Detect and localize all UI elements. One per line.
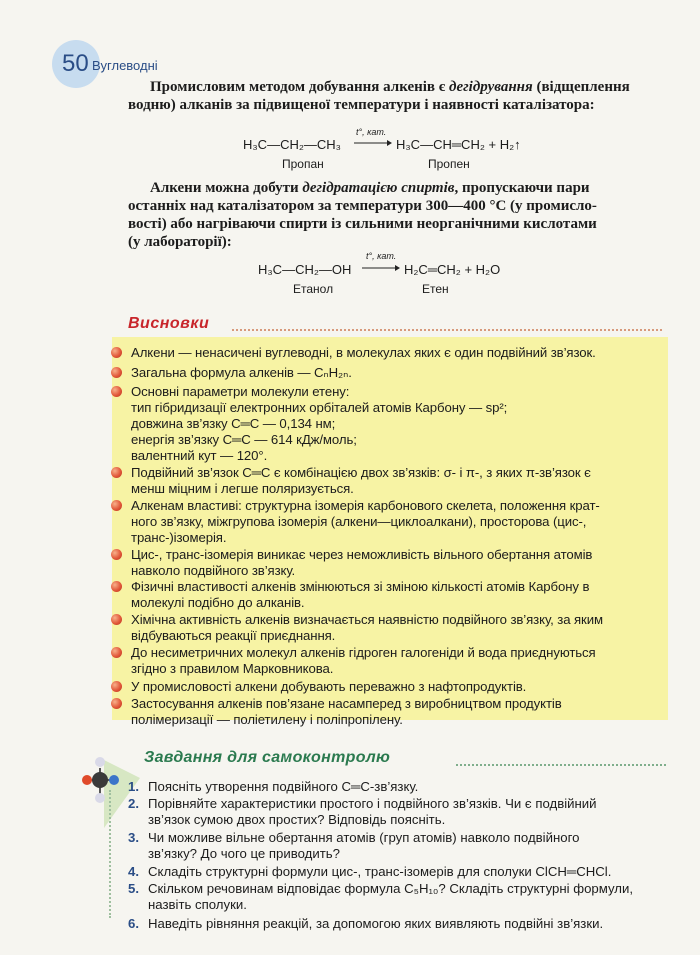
conclusions-title-rule <box>232 329 662 331</box>
task-number: 2. <box>128 796 139 811</box>
reaction-1-arrow <box>354 139 392 147</box>
reaction-2-product-label: Етен <box>422 282 449 296</box>
reaction-2-reactant: H₃C—CH₂—OH <box>258 262 352 277</box>
p1-text-a: Промисловим методом добування алкенів є <box>150 79 450 95</box>
reaction-1-condition: t°, кат. <box>356 127 387 137</box>
bullet-icon <box>111 647 122 658</box>
bullet-icon <box>111 347 122 358</box>
conclusion-item: У промисловості алкени добувають переважно з нафтопродуктів. <box>131 679 653 695</box>
conclusion-item: Основні параметри молекули етену: тип гібридизації електронних орбіталей атомів Карбону — sp²; довжина зв’язку С═С — 0,134 нм; енергія зв’язку С═С — 614 кДж/моль; валентний кут — 120°. <box>131 384 653 464</box>
p2-line4: (у лабораторії): <box>128 234 232 250</box>
reaction-2-reactant-label: Етанол <box>293 282 334 296</box>
reaction-2-condition: t°, кат. <box>366 251 397 261</box>
self-control-side-rule <box>109 790 111 918</box>
conclusion-item: Застосування алкенів пов’язане насамперед з виробництвом продуктів полімеризації — поліетилену і поліпропілену. <box>131 696 653 728</box>
conclusion-item: Загальна формула алкенів — CₙH₂ₙ. <box>131 365 653 381</box>
conclusion-item: Алкенам властиві: структурна ізомерія карбонового скелета, положення крат- ного зв’язку, міжгрупова ізомерія (алкени—циклоалкани), просторова (цис-, транс-)ізомерія. <box>131 498 653 546</box>
conclusion-item: Хімічна активність алкенів визначається наявністю подвійного зв’язку, за яким відбуваються реакції приєднання. <box>131 612 653 644</box>
bullet-icon <box>111 500 122 511</box>
bullet-icon <box>111 549 122 560</box>
task-number: 3. <box>128 830 139 845</box>
bullet-icon <box>111 467 122 478</box>
conclusion-item: До несиметричних молекул алкенів гідроген галогеніди й вода приєднуються згідно з правилом Марковникова. <box>131 645 653 677</box>
reaction-1-reactant-label: Пропан <box>282 157 324 171</box>
reaction-1-product: H₃C—CH═CH₂ + H₂↑ <box>396 137 521 152</box>
p1-line2: водню) алканів за підвищеної температури і наявності каталізатора: <box>128 97 595 113</box>
conclusion-item: Алкени — ненасичені вуглеводні, в молекулах яких є один подвійний зв’язок. <box>131 345 653 361</box>
reaction-1-reactant: H₃C—CH₂—CH₃ <box>243 137 341 152</box>
p1-term: дегідрування <box>449 79 533 95</box>
conclusion-item: Фізичні властивості алкенів змінюються зі зміною кількості атомів Карбону в молекулі подібно до алканів. <box>131 579 653 611</box>
conclusion-item: Подвійний зв’язок С═С є комбінацією двох зв’язків: σ- і π-, з яких π-зв’язок є менш міцним і легше поляризується. <box>131 465 653 497</box>
reaction-1-product-label: Пропен <box>428 157 470 171</box>
p2-text-a: Алкени можна добути <box>150 180 303 196</box>
bullet-icon <box>111 581 122 592</box>
reaction-2-arrow <box>362 264 400 272</box>
intro-paragraph-2 <box>128 179 668 251</box>
conclusion-item: Цис-, транс-ізомерія виникає через неможливість вільного обертання атомів навколо подвійного зв’язку. <box>131 547 653 579</box>
bullet-icon <box>111 614 122 625</box>
bullet-icon <box>111 386 122 397</box>
intro-paragraph-1 <box>128 78 668 114</box>
page-number: 50 <box>62 50 89 77</box>
task-number: 1. <box>128 779 139 794</box>
p2-text-b: , пропускаючи пари <box>454 180 590 196</box>
p2-line3: вості) або нагріваючи спирти із сильними неорганічними кислотами <box>128 216 597 232</box>
conclusions-title: Висновки <box>128 315 210 332</box>
self-control-title-rule <box>456 764 666 766</box>
p2-line2: останніх над каталізатором за температури 300—400 °С (у промисло- <box>128 198 597 214</box>
bullet-icon <box>111 698 122 709</box>
self-control-title: Завдання для самоконтролю <box>144 749 391 766</box>
bullet-icon <box>111 681 122 692</box>
bullet-icon <box>111 367 122 378</box>
p1-text-b: (відщеплення <box>532 79 630 95</box>
section-name: Вуглеводні <box>92 58 158 73</box>
task-number: 4. <box>128 864 139 879</box>
task-number: 6. <box>128 916 139 931</box>
task-number: 5. <box>128 881 139 896</box>
p2-term: дегідратацією спиртів <box>302 180 455 196</box>
reaction-2-product: H₂C═CH₂ + H₂O <box>404 262 501 277</box>
